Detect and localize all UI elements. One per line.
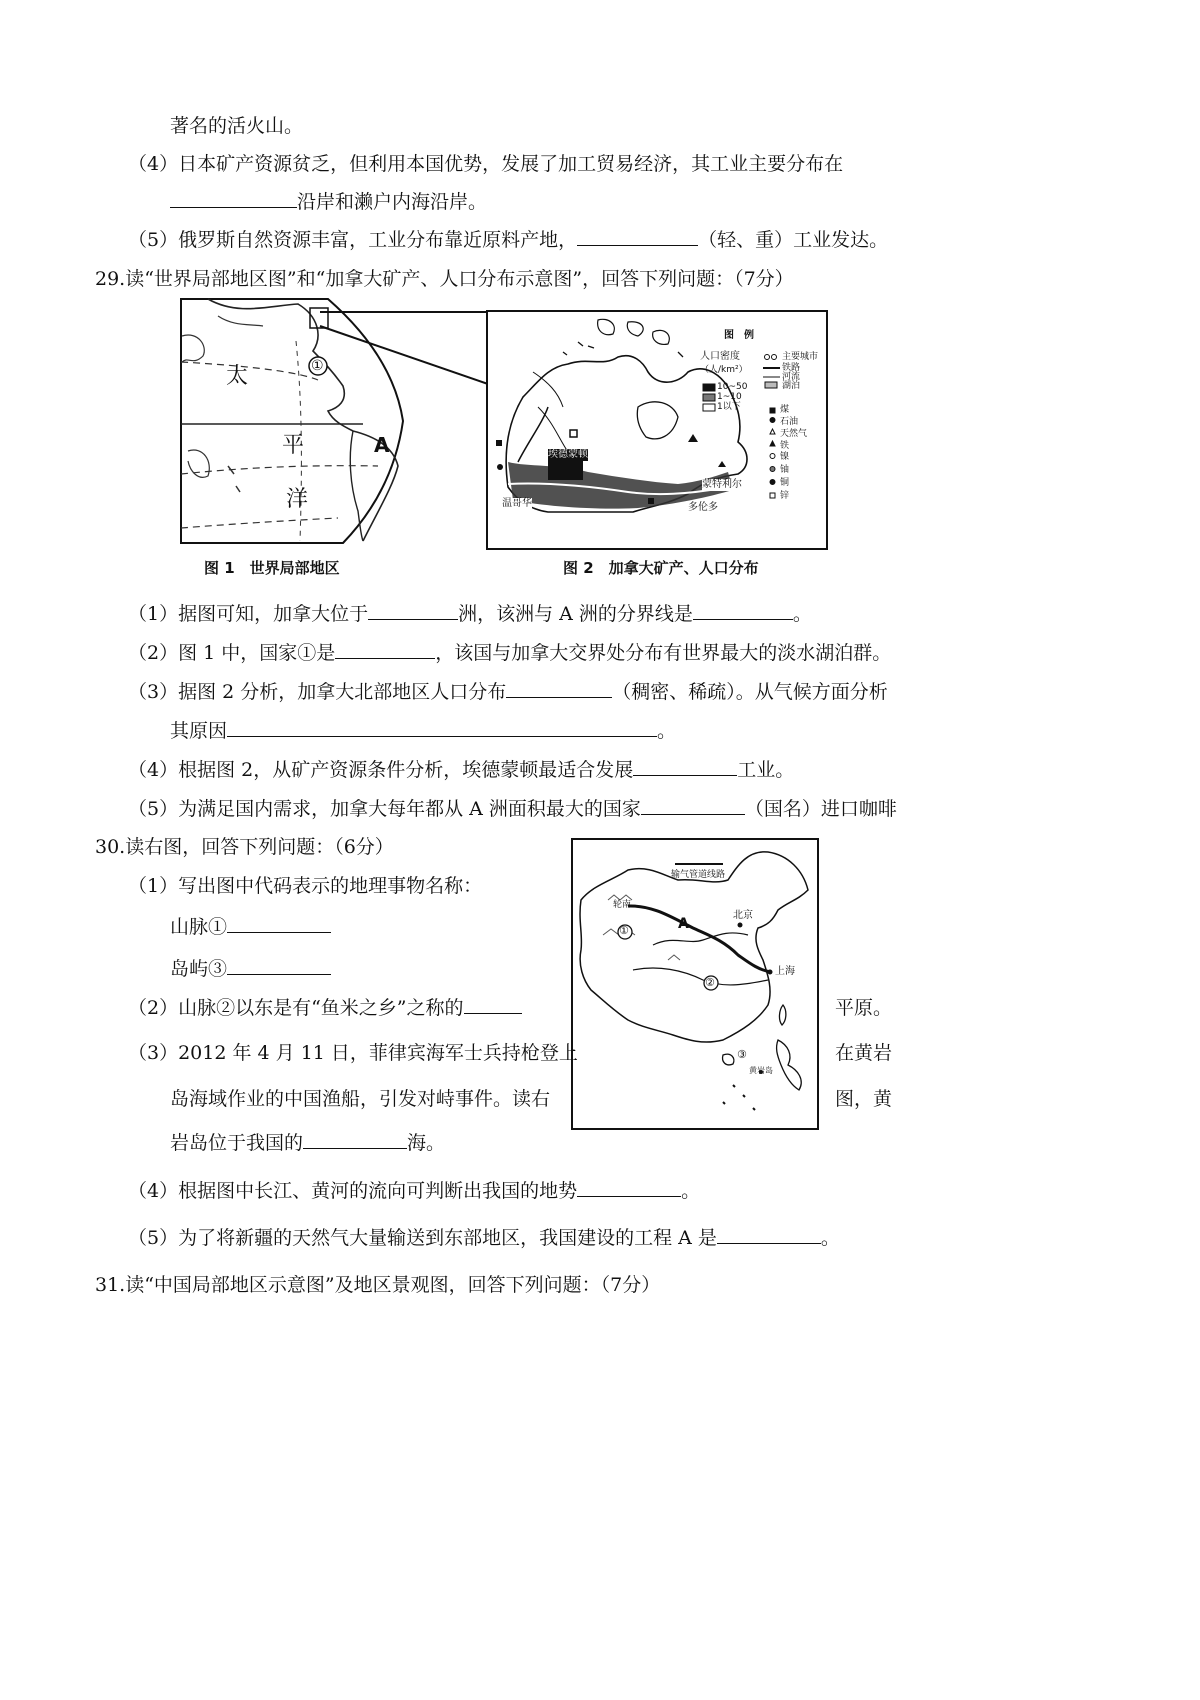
- q30-item3-line2-tail: 图，黄: [835, 1088, 893, 1110]
- q30-item5-text-b: 。: [820, 1227, 840, 1249]
- answer-blank[interactable]: [464, 995, 522, 1014]
- china-legend-pipeline: 输气管道线路: [671, 870, 726, 880]
- answer-blank[interactable]: [227, 914, 331, 933]
- legend-title: 图 例: [724, 330, 754, 341]
- q30-item4: [128, 1178, 700, 1204]
- q30-item5: [128, 1225, 840, 1251]
- q30-island-label: 岛屿③: [170, 958, 228, 980]
- circle-1-label: ①: [311, 358, 324, 374]
- q30-mountain-label: 山脉①: [170, 916, 228, 938]
- q30-item2-text-a: （2）山脉②以东是有“鱼米之乡”之称的: [128, 997, 464, 1019]
- q29-item3-line2: [170, 718, 676, 744]
- legend-density-1: 10~50: [717, 382, 748, 392]
- q30-item3-line1-tail: 在黄岩: [835, 1042, 893, 1064]
- legend-rail: 铁路: [782, 363, 801, 373]
- mountain-1-marker: ①: [619, 924, 629, 937]
- legend-density-3: 1以下: [717, 402, 741, 412]
- figure-china-map: [571, 838, 819, 1130]
- q28-item4-line2: [170, 189, 487, 215]
- q29-item4-text-a: （4）根据图 2，从矿产资源条件分析，埃德蒙顿最适合发展: [128, 759, 634, 781]
- city-montreal: 蒙特利尔: [702, 479, 742, 490]
- connector-lines: [300, 300, 500, 420]
- answer-blank[interactable]: [227, 718, 657, 737]
- q29-item3-text-c: 其原因: [170, 720, 228, 742]
- answer-blank[interactable]: [335, 640, 435, 659]
- answer-blank[interactable]: [717, 1225, 821, 1244]
- q29-item2-text-b: ，该国与加拿大交界处分布有世界最大的淡水湖泊群。: [435, 642, 892, 664]
- q30-island-line: [170, 956, 331, 982]
- q30-item2: [128, 995, 522, 1021]
- answer-blank[interactable]: [577, 227, 698, 246]
- q30-item2-tail: 平原。: [835, 997, 893, 1019]
- q29-item1-text-b: 洲，该洲与 A 洲的分界线是: [458, 603, 693, 625]
- island-3-marker: ③: [737, 1048, 747, 1061]
- q29-item1-text-c: 。: [792, 603, 812, 625]
- answer-blank[interactable]: [170, 189, 297, 208]
- q29-item2: [128, 640, 891, 666]
- city-toronto: 多伦多: [688, 502, 718, 513]
- pacific-label-ping: 平: [282, 433, 305, 458]
- q29-item2-text-a: （2）图 1 中，国家①是: [128, 642, 336, 664]
- q29-stem: 29.读“世界局部地区图”和“加拿大矿产、人口分布示意图”，回答下列问题：（7分）: [95, 268, 794, 290]
- q30-item1: （1）写出图中代码表示的地理事物名称：: [128, 875, 483, 897]
- q30-mountain-line: [170, 914, 331, 940]
- legend-density-2: 1~10: [717, 392, 742, 402]
- city-lunnan: 轮南: [613, 900, 632, 910]
- q29-item5-text-a: （5）为满足国内需求，加拿大每年都从 A 洲面积最大的国家: [128, 798, 641, 820]
- figure-canada: [486, 310, 828, 550]
- q30-item3-text-e: 岩岛位于我国的: [170, 1132, 304, 1154]
- legend-lake: 湖泊: [782, 381, 801, 391]
- legend-copper: 铜: [780, 478, 790, 488]
- q30-item4-text-b: 。: [681, 1180, 701, 1202]
- q29-item1: [128, 601, 812, 627]
- q28-cont-line: 著名的活火山。: [170, 115, 304, 137]
- legend-gas: 天然气: [780, 429, 808, 439]
- legend-uranium: 铀: [780, 465, 790, 475]
- q28-item4-tail: 沿岸和濑户内海沿岸。: [297, 191, 488, 213]
- q28-item5-tail: （轻、重）工业发达。: [698, 229, 889, 251]
- legend-oil: 石油: [780, 417, 799, 427]
- legend-zinc: 锌: [780, 491, 790, 501]
- answer-blank[interactable]: [368, 601, 458, 620]
- answer-blank[interactable]: [506, 679, 612, 698]
- figure1-caption: 图 1 世界局部地区: [204, 559, 340, 577]
- q29-item4: [128, 757, 794, 783]
- q29-item3-text-a: （3）据图 2 分析，加拿大北部地区人口分布: [128, 681, 507, 703]
- answer-blank[interactable]: [227, 956, 331, 975]
- mountain-2-marker: ②: [705, 976, 715, 989]
- legend-density-unit: （人/km²）: [700, 365, 748, 375]
- legend-river: 河流: [782, 372, 801, 382]
- q28-item5: [128, 227, 888, 253]
- pacific-label-yang: 洋: [286, 487, 309, 512]
- q29-item3-text-b: （稠密、稀疏）。从气候方面分析: [612, 681, 888, 703]
- q30-item3-line2: 岛海域作业的中国渔船，引发对峙事件。读右: [170, 1088, 551, 1110]
- legend-density-title: 人口密度: [700, 351, 740, 362]
- figure2-caption: 图 2 加拿大矿产、人口分布: [563, 559, 759, 577]
- city-shanghai: 上海: [775, 966, 795, 977]
- legend-nickel: 镍: [780, 452, 790, 462]
- q30-item4-text-a: （4）根据图中长江、黄河的流向可判断出我国的地势: [128, 1180, 578, 1202]
- q28-item4-line1: （4）日本矿产资源贫乏，但利用本国优势，发展了加工贸易经济，其工业主要分布在: [128, 153, 844, 175]
- continent-a-label: A: [374, 433, 390, 457]
- q30-item3-text-f: 海。: [407, 1132, 446, 1154]
- answer-blank[interactable]: [633, 757, 737, 776]
- answer-blank[interactable]: [577, 1178, 681, 1197]
- q30-stem: 30.读右图，回答下列问题：（6分）: [95, 836, 394, 858]
- pacific-label-tai: 太: [226, 364, 249, 389]
- huangyan-island-label: 黄岩岛: [749, 1066, 773, 1075]
- city-beijing: 北京: [733, 910, 753, 921]
- answer-blank[interactable]: [693, 601, 793, 620]
- q29-item3-text-d: 。: [657, 720, 677, 742]
- q30-item5-text-a: （5）为了将新疆的天然气大量输送到东部地区，我国建设的工程 A 是: [128, 1227, 717, 1249]
- q31-stem: 31.读“中国局部地区示意图”及地区景观图，回答下列问题：（7分）: [95, 1274, 661, 1296]
- q29-item5: [128, 796, 897, 822]
- answer-blank[interactable]: [641, 796, 745, 815]
- q29-item4-text-b: 工业。: [737, 759, 795, 781]
- legend-iron: 铁: [780, 441, 790, 451]
- q29-item3-line1: [128, 679, 888, 705]
- city-edmonton: 埃德蒙顿: [548, 449, 588, 460]
- q30-item3-line3: [170, 1130, 445, 1156]
- q30-item3-line1: （3）2012 年 4 月 11 日，菲律宾海军士兵持枪登上: [128, 1042, 578, 1064]
- legend-city: 主要城市: [782, 352, 819, 362]
- q29-item1-text-a: （1）据图可知，加拿大位于: [128, 603, 369, 625]
- q29-item5-text-b: （国名）进口咖啡: [744, 798, 897, 820]
- city-vancouver: 温哥华: [502, 498, 532, 509]
- q28-item5-text: （5）俄罗斯自然资源丰富，工业分布靠近原料产地，: [128, 229, 578, 251]
- legend-coal: 煤: [780, 405, 790, 415]
- answer-blank[interactable]: [303, 1130, 407, 1149]
- project-a-label: A: [678, 916, 689, 932]
